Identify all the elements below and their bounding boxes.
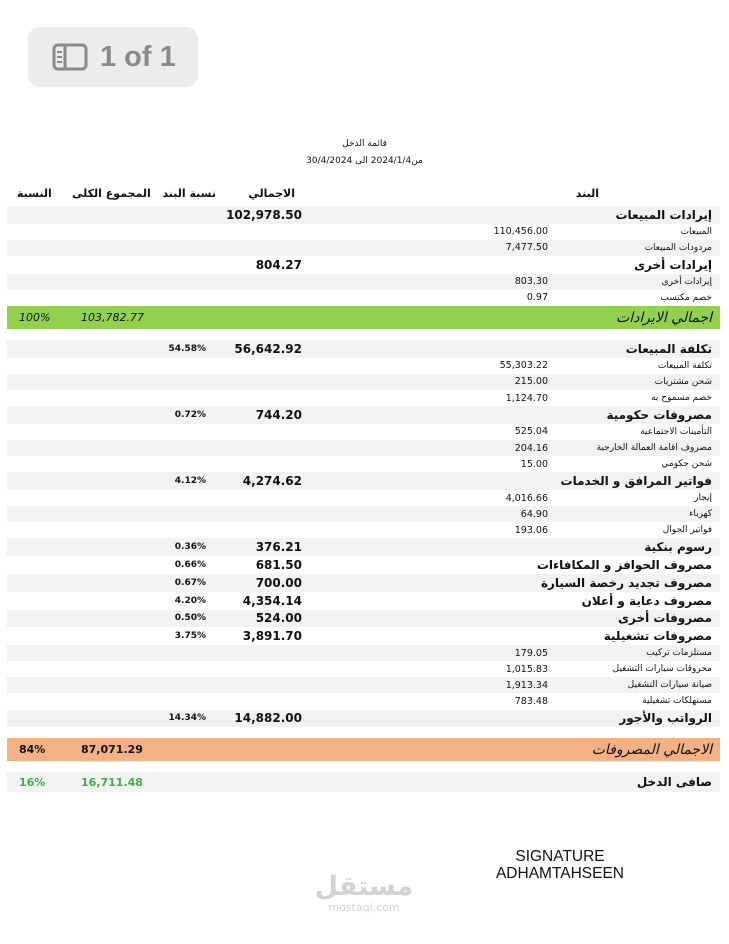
header-total: الاجمالي <box>248 187 295 200</box>
row-label: مصروف تجديد رخصة السيارة <box>540 575 712 590</box>
line-item-row <box>7 661 720 677</box>
document-title: قائمة الدخل <box>342 139 387 149</box>
header-item: البند <box>575 187 599 200</box>
line-item-value: 1,913.34 <box>505 679 548 691</box>
ratio: 84% <box>19 743 46 757</box>
row-label: الاجمالي المصروفات <box>591 741 712 758</box>
line-item-label: مستهلكات تشغيلية <box>642 696 712 707</box>
section-total: 700.00 <box>255 575 302 590</box>
line-item-label: صيانة سيارات التشغيل <box>627 680 712 691</box>
line-item-row <box>7 274 720 290</box>
line-item-row <box>7 506 720 522</box>
section-total: 804.27 <box>255 257 302 272</box>
grand-total: 16,711.48 <box>81 775 143 789</box>
section-percentage: 0.67% <box>174 577 206 588</box>
document-period: من2024/1/4 الى 30/4/2024 <box>306 156 423 166</box>
row-label: إيرادات أخرى <box>634 257 712 272</box>
header-grand-total: المجموع الكلى <box>72 187 151 200</box>
line-item-label: التأمينات الاجتماعية <box>640 426 712 437</box>
line-item-row <box>7 456 720 472</box>
section-row <box>7 406 720 424</box>
section-total: 14,882.00 <box>234 711 302 726</box>
row-label: الرواتب والأجور <box>619 711 712 726</box>
row-label: تكلفة المبيعات <box>625 341 712 356</box>
grand-total: 87,071.29 <box>81 743 143 757</box>
section-row <box>7 574 720 592</box>
line-item-value: 0.97 <box>526 292 548 304</box>
line-item-label: إيرادات أخرى <box>661 276 712 287</box>
line-item-label: شحن مشتريات <box>654 376 712 387</box>
section-percentage: 0.72% <box>174 409 206 420</box>
line-item-value: 525.04 <box>514 426 548 438</box>
section-percentage: 54.58% <box>168 343 206 354</box>
section-total: 376.21 <box>255 540 302 555</box>
row-label: فواتير المرافق و الخدمات <box>560 474 712 489</box>
row-label: مصروف الحوافز و المكافاءات <box>536 557 712 572</box>
line-item-value: 64.90 <box>520 508 548 520</box>
line-item-label: المبيعات <box>680 226 712 237</box>
line-item-row <box>7 424 720 440</box>
ratio: 16% <box>19 775 46 789</box>
section-row <box>7 610 720 628</box>
line-item-row <box>7 490 720 506</box>
section-total: 102,978.50 <box>226 207 302 222</box>
row-label: رسوم بنكية <box>644 540 712 555</box>
page-indicator-label: 1 of 1 <box>100 40 176 73</box>
line-item-label: مستلزمات تركيب <box>646 648 712 659</box>
section-row <box>7 556 720 574</box>
section-percentage: 0.66% <box>174 559 206 570</box>
line-item-label: كهرباء <box>689 509 712 520</box>
row-label: إيرادات المبيعات <box>615 207 712 222</box>
line-item-row <box>7 645 720 661</box>
line-item-value: 803.30 <box>514 276 548 288</box>
line-item-label: شحن حكومي <box>661 459 712 470</box>
line-item-value: 179.05 <box>514 647 548 659</box>
line-item-label: مردودات المبيعات <box>644 242 712 253</box>
row-label: مصروفات أخرى <box>617 611 712 626</box>
section-row <box>7 627 720 645</box>
section-total: 681.50 <box>255 557 302 572</box>
section-row <box>7 472 720 490</box>
line-item-label: فواتير الجوال <box>662 525 712 536</box>
row-label: صافى الدخل <box>636 775 712 790</box>
line-item-value: 783.48 <box>514 695 548 707</box>
signature-line-1: SIGNATURE <box>515 848 605 865</box>
section-row <box>7 340 720 358</box>
line-item-row <box>7 240 720 256</box>
section-total: 56,642.92 <box>234 341 302 356</box>
section-row <box>7 538 720 556</box>
total-row <box>7 306 720 329</box>
line-item-value: 55,303.22 <box>499 360 548 372</box>
row-label: مصروفات تشغيلية <box>603 629 712 644</box>
section-percentage: 14.34% <box>168 713 206 724</box>
section-total: 4,274.62 <box>242 474 302 489</box>
line-item-row <box>7 440 720 456</box>
line-item-label: مصروف اقامة العمالة الخارجية <box>596 443 712 454</box>
line-item-row <box>7 374 720 390</box>
section-row <box>7 592 720 610</box>
line-item-value: 215.00 <box>514 376 548 388</box>
section-total: 524.00 <box>255 611 302 626</box>
header-item-pct: نسبة البند <box>162 187 216 200</box>
section-total: 4,354.14 <box>242 593 302 608</box>
line-item-row <box>7 358 720 374</box>
line-item-value: 7,477.50 <box>505 242 548 254</box>
section-percentage: 0.50% <box>174 613 206 624</box>
signature-line-2: ADHAMTAHSEEN <box>495 865 625 882</box>
ratio: 100% <box>19 311 51 324</box>
section-percentage: 0.36% <box>174 542 206 553</box>
section-total: 744.20 <box>255 407 302 422</box>
line-item-row <box>7 224 720 240</box>
row-label: مصروفات حكومية <box>606 407 712 422</box>
book-icon <box>52 43 88 71</box>
header-ratio: النسبة <box>17 187 52 200</box>
section-percentage: 4.20% <box>174 595 206 606</box>
total-row <box>7 738 720 761</box>
line-item-value: 193.06 <box>514 524 548 536</box>
watermark-latin: mostaqi.com <box>328 901 400 914</box>
line-item-value: 1,124.70 <box>505 392 548 404</box>
line-item-value: 204.16 <box>514 442 548 454</box>
watermark <box>300 872 428 914</box>
line-item-row <box>7 390 720 406</box>
section-percentage: 3.75% <box>174 631 206 642</box>
line-item-label: خصم مكتسب <box>660 292 712 303</box>
row-label: مصروف دعاية و أعلان <box>581 593 712 608</box>
line-item-row <box>7 522 720 538</box>
section-total: 3,891.70 <box>242 629 302 644</box>
section-row <box>7 206 720 224</box>
line-item-value: 1,015.83 <box>505 663 548 675</box>
line-item-value: 4,016.66 <box>505 492 548 504</box>
line-item-row <box>7 290 720 306</box>
grand-total: 103,782.77 <box>81 311 144 324</box>
line-item-label: إيجار <box>694 493 712 504</box>
line-item-label: محروقات سيارات التشغيل <box>612 664 712 675</box>
page-indicator[interactable] <box>28 27 198 87</box>
line-item-row <box>7 677 720 693</box>
line-item-label: خصم مسموح به <box>651 393 712 404</box>
section-percentage: 4.12% <box>174 476 206 487</box>
section-row <box>7 256 720 274</box>
net-income-row <box>7 772 720 792</box>
line-item-value: 15.00 <box>520 458 548 470</box>
signature <box>470 848 650 882</box>
line-item-value: 110,456.00 <box>493 226 548 238</box>
line-item-label: تكلفة المبيعات <box>657 360 712 371</box>
watermark-arabic: مستقل <box>314 871 414 902</box>
row-label: اجمالي الايرادات <box>616 309 712 326</box>
line-item-row <box>7 693 720 709</box>
section-row <box>7 710 720 728</box>
